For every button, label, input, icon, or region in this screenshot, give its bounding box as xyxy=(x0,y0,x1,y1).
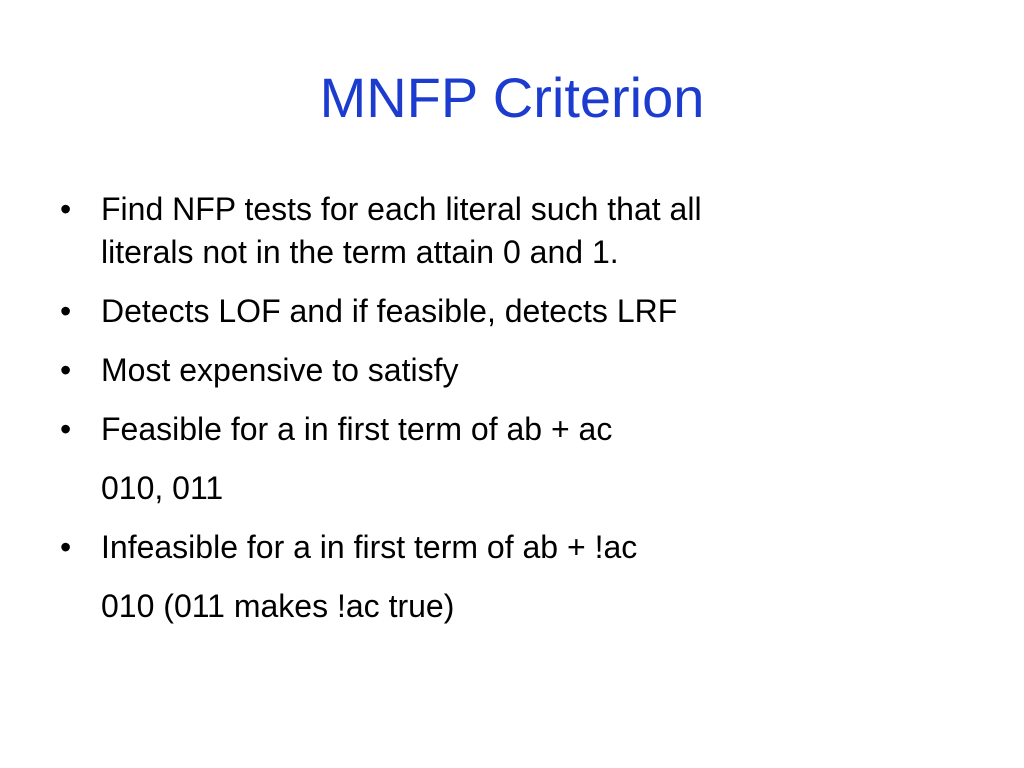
bullet-text-line: Infeasible for a in first term of ab + !ac xyxy=(101,529,638,565)
bullet-icon: • xyxy=(60,352,72,388)
bullet-text-line: 010, 011 xyxy=(101,470,224,506)
sub-item-infeasible-tests xyxy=(60,585,960,628)
bullet-text-line: Feasible for a in first term of ab + ac xyxy=(101,411,613,447)
bullet-icon: • xyxy=(60,411,72,447)
bullet-icon: • xyxy=(60,529,72,565)
bullet-text-line: Detects LOF and if feasible, detects LRF xyxy=(101,293,678,329)
slide-title: MNFP Criterion xyxy=(319,66,705,129)
sub-item-feasible-tests xyxy=(60,467,960,510)
bullet-item-infeasible xyxy=(60,526,960,569)
bullet-text-line: literals not in the term attain 0 and 1. xyxy=(101,234,619,270)
bullet-item-most-expensive xyxy=(60,349,960,392)
bullet-text-line: 010 (011 makes !ac true) xyxy=(101,588,455,624)
bullet-item-feasible xyxy=(60,408,960,451)
bullet-item-detects xyxy=(60,290,960,333)
bullet-text-line: Most expensive to satisfy xyxy=(101,352,459,388)
bullet-item-nfp-tests xyxy=(60,188,960,274)
bullet-icon: • xyxy=(60,191,72,227)
bullet-text-line: Find NFP tests for each literal such that all xyxy=(101,191,702,227)
bullet-icon: • xyxy=(60,293,72,329)
bullet-list xyxy=(60,188,960,644)
